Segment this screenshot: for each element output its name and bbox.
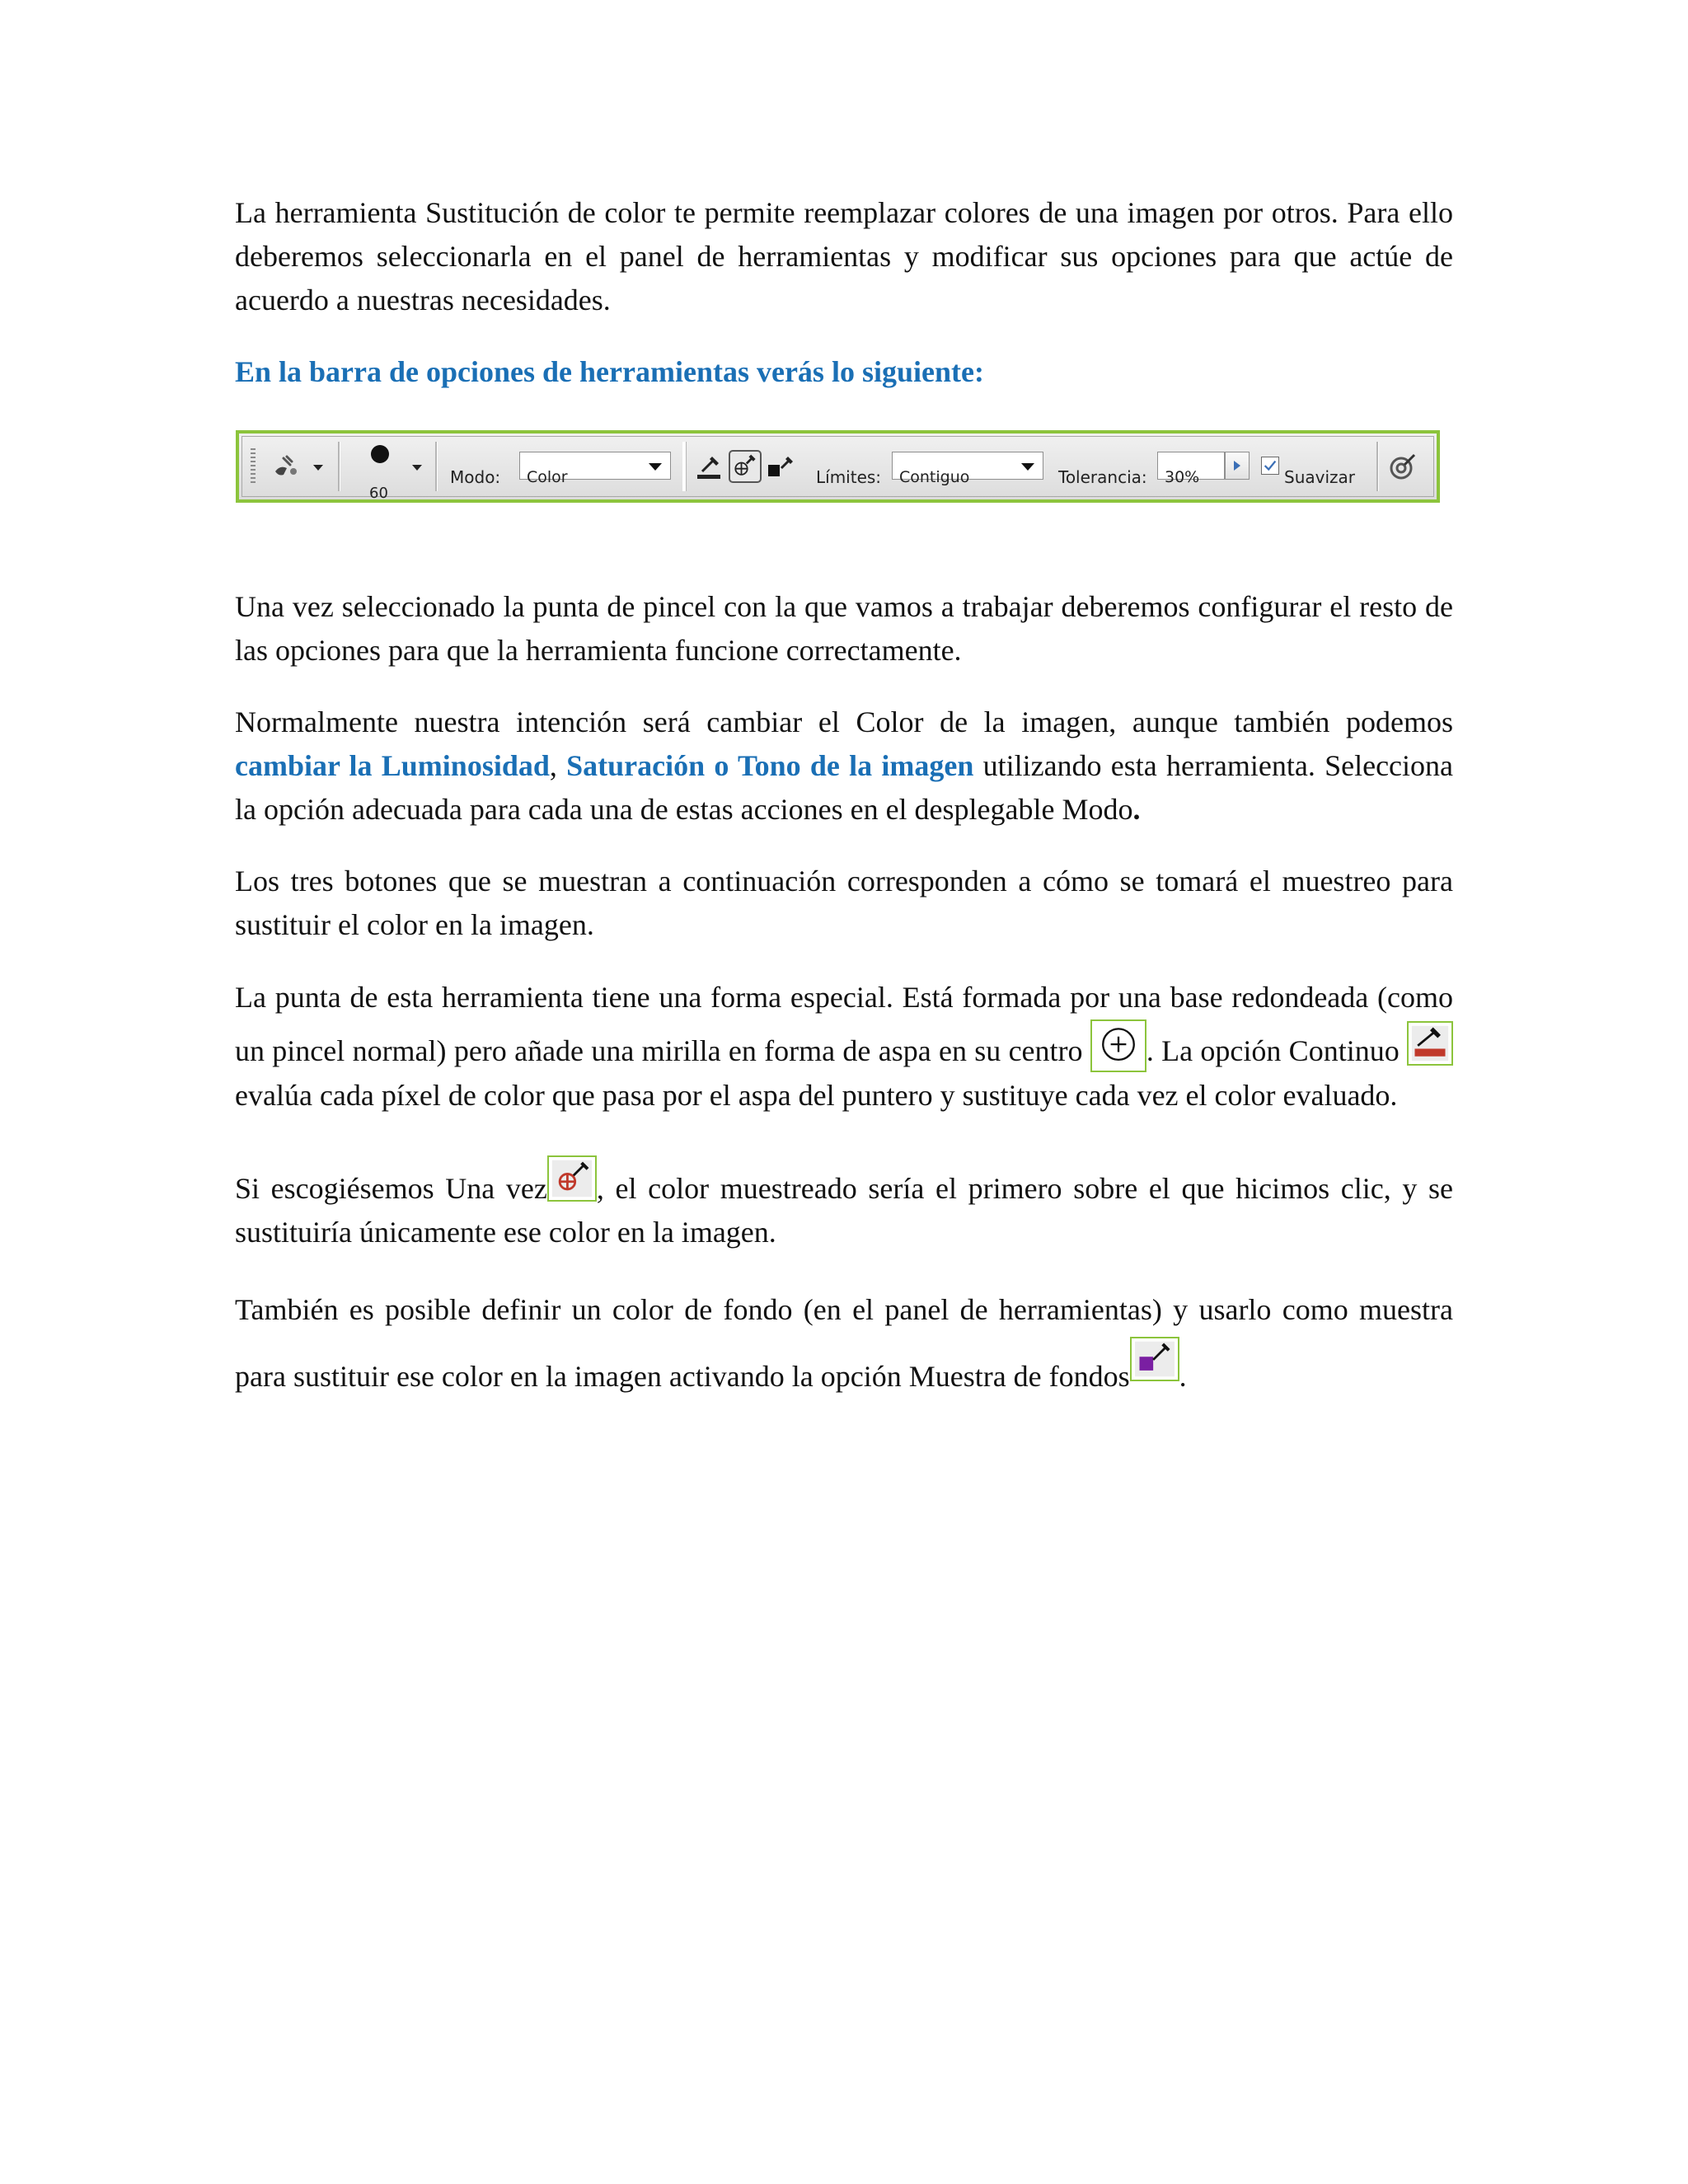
tolerance-input[interactable]: 30% <box>1157 452 1225 480</box>
paragraph-tip-text-a: La punta de esta herramienta tiene una forma especial. Está formada por una base redondeada (como un pincel normal) pero añade una mirilla en forma de aspa en su centro <box>235 981 1453 1067</box>
paragraph-once-text-a: Si escogiésemos Una vez <box>235 1172 547 1205</box>
chevron-down-icon <box>1021 463 1034 471</box>
tool-preset-dropdown-icon[interactable] <box>313 465 323 471</box>
limits-label: Límites: <box>816 467 882 487</box>
paragraph-mode-text-a: Normalmente nuestra intención será cambiar el Color de la imagen, aunque también podemos <box>235 705 1453 738</box>
paragraph-sampling-buttons: Los tres botones que se muestran a continuación corresponden a cómo se tomará el muestreo para sustituir el color en la imagen. <box>235 865 1453 941</box>
toolbar-separator <box>1376 442 1379 491</box>
tolerance-slider-toggle-icon[interactable] <box>1225 452 1250 480</box>
paragraph-bg-text-b: . <box>1179 1360 1187 1393</box>
brush-size-value: 60 <box>369 485 388 502</box>
paragraph-mode <box>235 701 1453 832</box>
toolbar-separator <box>338 442 340 491</box>
paragraph-tip-text-c: evalúa cada píxel de color que pasa por el aspa del puntero y sustituye cada vez el color evaluado. <box>235 1079 1398 1112</box>
paragraph-background-sample <box>235 1282 1453 1404</box>
document-body <box>235 191 1453 1432</box>
mode-select-value: Color <box>527 468 568 486</box>
antialias-checkbox[interactable] <box>1261 457 1279 475</box>
sampling-once-icon <box>547 1155 597 1202</box>
toolbar-grip[interactable] <box>251 448 256 485</box>
paragraph-mode-text-b: , <box>549 749 567 782</box>
chevron-down-icon <box>649 463 662 471</box>
paragraph-once-text-b: , el color muestreado sería el primero sobre el que hicimos clic, y se sustituiría únicamente ese color en la imagen. <box>235 1172 1453 1249</box>
sampling-background-icon <box>1130 1337 1179 1381</box>
tolerance-label: Tolerancia: <box>1058 467 1147 487</box>
mode-select[interactable] <box>519 452 671 486</box>
paragraph-tip-text-b: . La opción Continuo <box>1146 1034 1408 1067</box>
tool-options-bar <box>236 430 1440 503</box>
tablet-pressure-icon[interactable] <box>1386 450 1419 483</box>
section-heading: En la barra de opciones de herramientas verás lo siguiente: <box>235 355 984 388</box>
paragraph-tip-shape <box>235 975 1453 1118</box>
sampling-continuous-icon <box>1407 1021 1453 1066</box>
limits-select[interactable] <box>892 452 1043 486</box>
intro-paragraph: La herramienta Sustitución de color te permite reemplazar colores de una imagen por otros. Para ello deberemos seleccionarla en el panel de herramientas y modificar sus opciones para que actúe de acuerdo a nuestras necesidades. <box>235 196 1453 316</box>
sampling-background-icon[interactable] <box>765 450 798 483</box>
tool-preset-icon[interactable] <box>269 450 302 483</box>
toolbar-separator <box>682 442 687 491</box>
link-saturation-hue: Saturación o Tono de la imagen <box>566 749 974 782</box>
toolbar-separator <box>435 442 438 491</box>
crosshair-tip-icon <box>1090 1019 1146 1072</box>
link-luminosity: cambiar la Luminosidad <box>235 749 550 782</box>
paragraph-sample-once <box>235 1155 1453 1254</box>
sampling-continuous-icon[interactable] <box>694 450 727 483</box>
brush-picker-dropdown-icon[interactable] <box>412 465 422 471</box>
paragraph-mode-text-d: . <box>1132 793 1141 826</box>
paragraph-brush-config: Una vez seleccionado la punta de pincel con la que vamos a trabajar deberemos configurar el resto de las opciones para que la herramienta funcione correctamente. <box>235 590 1453 667</box>
antialias-label: Suavizar <box>1284 467 1355 487</box>
limits-select-value: Contiguo <box>899 468 970 486</box>
sampling-once-icon[interactable] <box>729 450 762 483</box>
paragraph-bg-text-a: También es posible definir un color de fondo (en el panel de herramientas) y usarlo como muestra para sustituir ese color en la imagen activando la opción Muestra de fondos <box>235 1293 1453 1393</box>
paragraph-mode-text-c: utilizando esta herramienta. Selecciona la opción adecuada para cada una de estas acciones en el desplegable Modo <box>235 749 1454 826</box>
brush-tip-icon[interactable] <box>371 445 389 463</box>
mode-label: Modo: <box>450 467 501 487</box>
